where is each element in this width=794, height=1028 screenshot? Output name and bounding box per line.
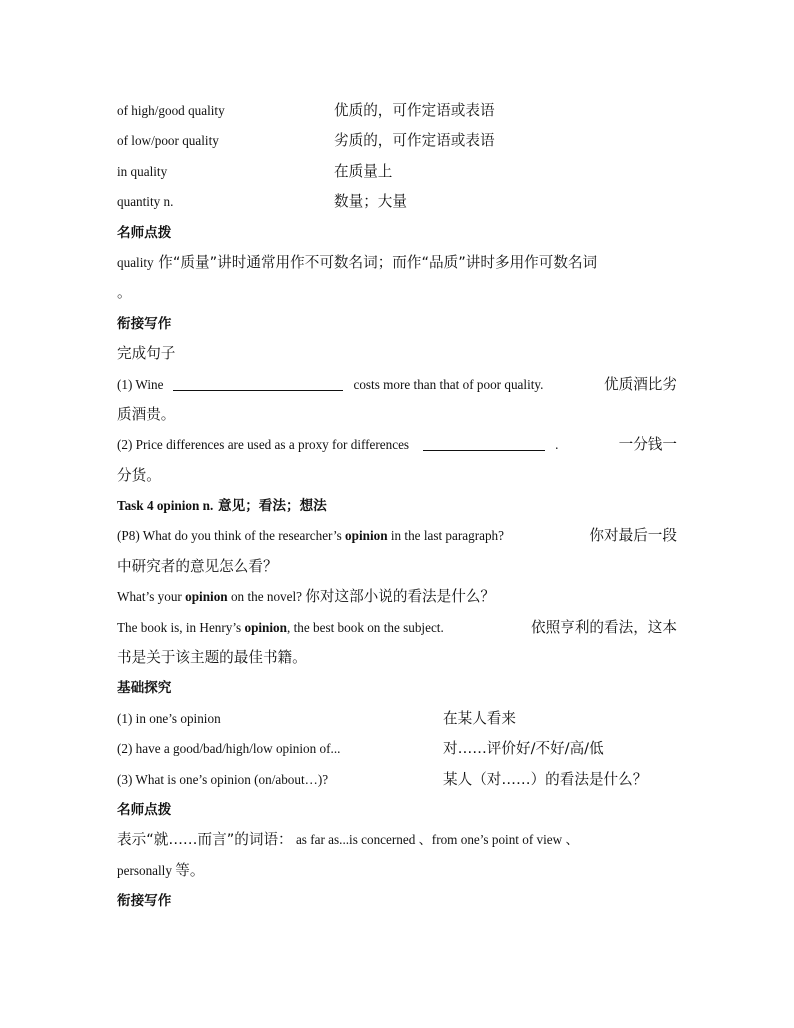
basics-item [117, 734, 677, 764]
sentence-prefix: (2) Price differences are used as a proxy for differences [117, 437, 410, 453]
sentence-suffix: costs more than that of poor quality. [353, 376, 544, 392]
example-text: (P8) What do you think of the researcher’s [117, 528, 346, 544]
section-heading-tip: 名师点拨 [117, 224, 172, 241]
keyword-opinion: opinion [185, 589, 228, 605]
tip-line-continued [117, 856, 677, 886]
basics-zh: 在某人看来 [443, 709, 516, 727]
tip-en: as far as...is concerned 、from one’s point of view 、 [292, 832, 579, 848]
tip-line [117, 825, 677, 855]
phrase-row [117, 96, 677, 126]
tip-zh: 等。 [175, 861, 205, 879]
phrase-zh: 劣质的，可作定语或表语 [334, 132, 495, 150]
task-title [117, 491, 677, 521]
phrase-en: quantity n. [117, 194, 174, 210]
phrase-en: of high/good quality [117, 103, 225, 118]
tip-en: quality [117, 254, 154, 270]
example-translation: 你对这部小说的看法是什么？ [305, 588, 496, 606]
sentence-translation: 一分钱一 [618, 436, 677, 454]
section-heading-writing: 衔接写作 [117, 315, 172, 332]
keyword-opinion: opinion [345, 528, 388, 544]
basics-en: (2) have a good/bad/high/low opinion of... [117, 741, 341, 757]
basics-en: (1) in one’s opinion [117, 710, 221, 726]
basics-item [117, 765, 677, 795]
example-translation: 依照亨利的看法，这本 [531, 618, 677, 636]
example-sentence-3 [117, 613, 677, 643]
example-sentence-1 [117, 521, 677, 551]
example-text: , the best book on the subject. [287, 619, 444, 635]
keyword-opinion: opinion [244, 619, 287, 635]
example-translation-continued: 书是关于该主题的最佳书籍。 [117, 649, 307, 667]
example-translation-continued: 中研究者的意见怎么看？ [117, 557, 278, 575]
sentence-prefix: (1) Wine [117, 376, 164, 392]
phrase-zh: 优质的，可作定语或表语 [334, 102, 495, 119]
phrase-en: of low/poor quality [117, 133, 219, 149]
example-text: The book is, in Henry’s [117, 619, 245, 635]
example-translation: 你对最后一段 [589, 527, 677, 545]
phrase-row [117, 126, 677, 156]
exercise-sentence-2 [117, 430, 677, 460]
section-heading-writing: 衔接写作 [117, 893, 172, 910]
example-text: What’s your [117, 589, 186, 605]
tip-line [117, 248, 677, 278]
basics-zh: 对……评价好/不好/高/低 [443, 740, 604, 758]
example-text: in the last paragraph? [387, 528, 505, 544]
sentence-translation-continued: 质酒贵。 [117, 405, 176, 423]
basics-zh: 某人（对……）的看法是什么？ [443, 770, 648, 788]
answer-blank-1[interactable] [173, 376, 343, 391]
sentence-suffix: . [555, 437, 559, 453]
phrase-row [117, 187, 677, 217]
phrase-row [117, 157, 677, 187]
tip-line-continued: 。 [117, 284, 132, 302]
answer-blank-2[interactable] [423, 436, 545, 451]
subheading-complete-sentences: 完成句子 [117, 345, 176, 363]
document-page [117, 96, 677, 917]
phrase-zh: 数量；大量 [334, 193, 407, 211]
tip-en: personally [117, 862, 176, 878]
section-heading-basics: 基础探究 [117, 680, 172, 697]
example-text: on the novel? [227, 589, 302, 605]
section-heading-tip: 名师点拨 [117, 801, 172, 818]
task-title-en: Task 4 opinion n. [117, 498, 214, 514]
example-sentence-2 [117, 582, 677, 612]
phrase-zh: 在质量上 [334, 162, 393, 180]
basics-item [117, 704, 677, 734]
task-title-zh: 意见；看法；想法 [213, 498, 327, 515]
sentence-translation: 优质酒比劣 [604, 375, 677, 393]
tip-zh: 作“质量”讲时通常用作不可数名词；而作“品质”讲时多用作可数名词 [153, 253, 598, 271]
basics-en: (3) What is one’s opinion (on/about…)? [117, 771, 329, 787]
phrase-en: in quality [117, 163, 168, 179]
tip-zh: 表示“就……而言”的词语： [117, 831, 293, 849]
sentence-translation-continued: 分货。 [117, 466, 161, 484]
exercise-sentence-1 [117, 370, 677, 400]
